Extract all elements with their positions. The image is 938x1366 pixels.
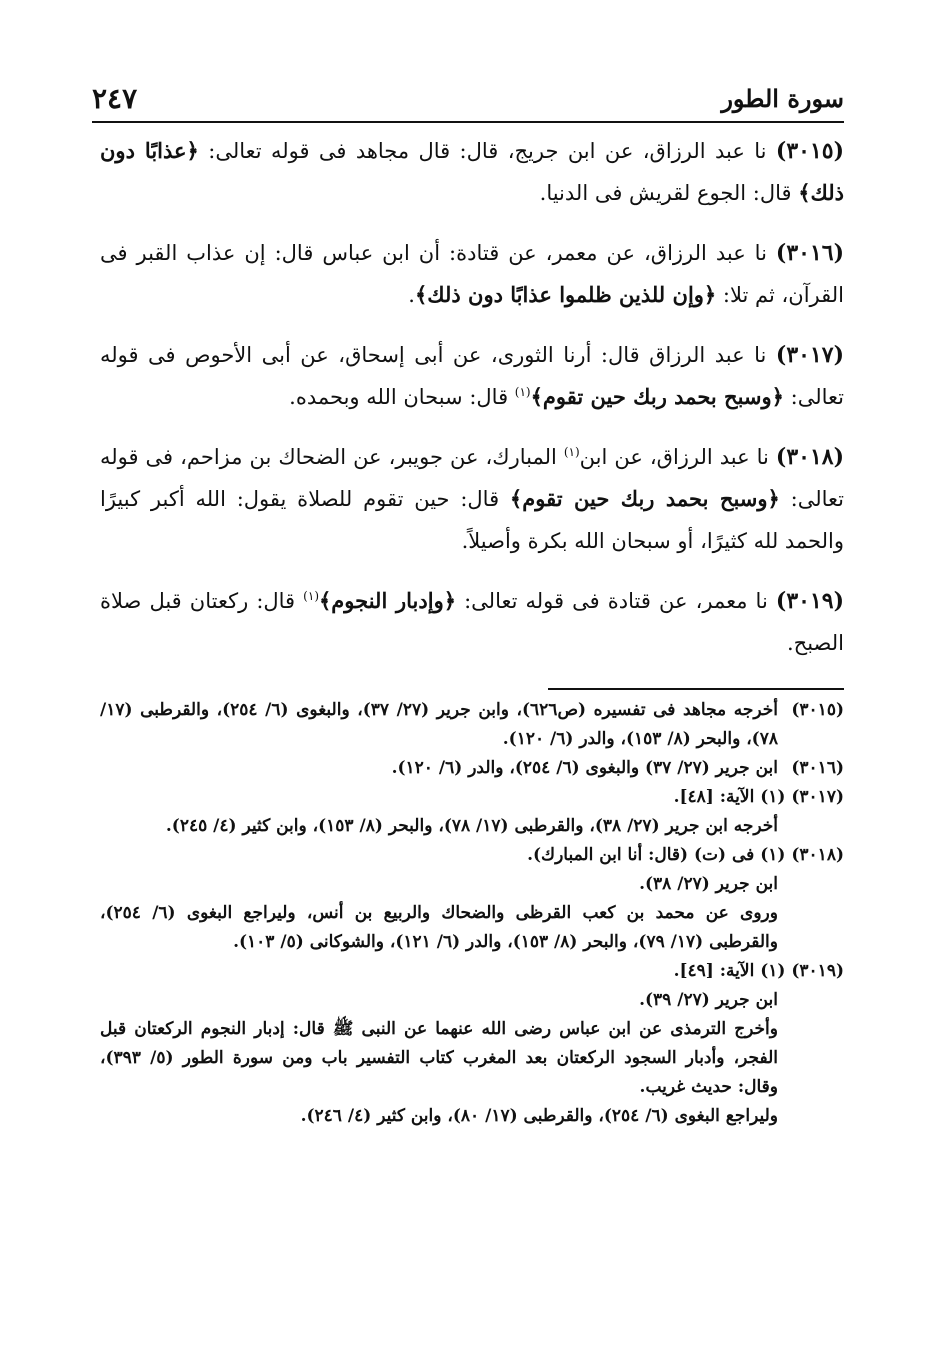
quran-verse: ﴿وإن للذين ظلموا عذابًا دون ذلك﴾ [414, 282, 717, 307]
hadith-text: نا عبد الرزاق، عن ابن [579, 445, 776, 469]
footnote-marker: (١) [563, 445, 580, 459]
footnote-3019-tirmidhi: وأخرج الترمذى عن ابن عباس رضى الله عنهما عن النبى ﷺ قال: إدبار النجوم الركعتان قبل الفجر، وأدبار السجود الركعتان بعد المغرب كتاب التفسير باب ومن سورة الطور (٥/ ٣٩٣)، وقال: حديث غريب. [100, 1019, 778, 1097]
hadith-text: قال: حين تقوم للصلاة يقول: الله أكبر كبيرًا والحمد لله كثيرًا، أو سبحان الله بكرة وأصيلاً. [100, 487, 844, 553]
hadith-text: نا عبد الرزاق قال: أرنا الثورى، عن أبى إسحاق، عن أبى الأحوص فى قوله تعالى: [100, 343, 844, 409]
quran-verse: ﴿وسبح بحمد ربك حين تقوم﴾ [509, 486, 780, 511]
footnotes [100, 696, 844, 1131]
hadith-number: (٣٠١٦) [775, 240, 844, 266]
hadith-text: المبارك، عن جويبر، عن الضحاك بن مزاحم، فى قوله تعالى: [100, 445, 844, 511]
footnote-text: ابن جرير (٢٧/ ٣٧) والبغوى (٦/ ٢٥٤)، والدر (٦/ ١٢٠). [391, 758, 778, 778]
main-text [100, 130, 844, 682]
page-header [92, 82, 844, 122]
hadith-number: (٣٠١٧) [775, 342, 844, 368]
page-number: ٢٤٧ [92, 82, 138, 115]
hadith-number: (٣٠١٩) [775, 588, 844, 614]
hadith-3016 [100, 232, 844, 316]
hadith-3017 [100, 334, 844, 418]
hadith-number: (٣٠١٨) [775, 444, 844, 470]
hadith-text: نا عبد الرزاق، عن ابن جريج، قال: قال مجاهد فى قوله تعالى: [198, 139, 776, 163]
quran-verse: ﴿عذابًا دون ذلك﴾ [100, 138, 844, 205]
hadith-text: قال: ركعتان قبل صلاة الصبح. [100, 589, 844, 655]
hadith-text: نا معمر، عن قتادة فى قوله تعالى: [456, 589, 776, 613]
footnote-separator [548, 688, 844, 690]
hadith-3019 [100, 580, 844, 664]
footnote-3017-source: أخرجه ابن جرير (٢٧/ ٣٨)، والقرطبى (١٧/ ٧٨)، والبحر (٨/ ١٥٣)، وابن كثير (٤/ ٢٤٥). [165, 816, 778, 836]
quran-verse: ﴿وسبح بحمد ربك حين تقوم﴾ [530, 384, 784, 409]
footnote-3019-source: ابن جرير (٢٧/ ٣٩). [639, 990, 778, 1010]
footnote-3016 [100, 754, 844, 783]
hadith-number: (٣٠١٥) [775, 138, 844, 164]
footnote-marker: (١) [514, 385, 531, 399]
header-rule [92, 121, 844, 123]
hadith-text: . [408, 283, 415, 307]
footnote-3018-refs: وروى عن محمد بن كعب القرظى والضحاك والربيع بن أنس، وليراجع البغوى (٦/ ٢٥٤)، والقرطبى (١٧/ ٧٩)، والبحر (٨/ ١٥٣)، والدر (٦/ ١٢١)، والشوكانى (٥/ ١٠٣). [100, 903, 778, 952]
hadith-3015 [100, 130, 844, 214]
running-title: سورة الطور [721, 84, 844, 113]
footnote-marker: (١) [303, 589, 319, 603]
footnote-3017-note: (٣٠١٧) (١) الآية: [٤٨]. [673, 787, 844, 807]
footnote-3015 [100, 696, 844, 754]
footnote-number: (٣٠١٥) [791, 700, 844, 720]
footnote-number: (٣٠١٦) [791, 758, 844, 778]
quran-verse: ﴿وإدبار النجوم﴾ [319, 588, 457, 613]
footnote-3019-refs: وليراجع البغوى (٦/ ٢٥٤)، والقرطبى (١٧/ ٨٠)، وابن كثير (٤/ ٢٤٦). [300, 1106, 778, 1126]
footnote-3018-source: ابن جرير (٢٧/ ٣٨). [639, 874, 778, 894]
hadith-text: قال: الجوع لقريش فى الدنيا. [539, 181, 799, 205]
hadith-3018 [100, 436, 844, 562]
footnote-3019-note: (٣٠١٩) (١) الآية: [٤٩]. [673, 961, 844, 981]
hadith-text: نا عبد الرزاق، عن معمر، عن قتادة: أن ابن عباس قال: إن عذاب القبر فى القرآن، ثم تلا: [100, 241, 844, 307]
footnote-3018-note: (٣٠١٨) (١) فى (ت) (قال: أنا ابن المبارك). [527, 845, 844, 865]
footnote-text: أخرجه مجاهد فى تفسيره (ص٦٢٦)، وابن جرير (٢٧/ ٣٧)، والبغوى (٦/ ٢٥٤)، والقرطبى (١٧/ ٧٨)، والبحر (٨/ ١٥٣)، والدر (٦/ ١٢٠). [100, 700, 778, 749]
hadith-text: قال: سبحان الله وبحمده. [289, 385, 515, 409]
